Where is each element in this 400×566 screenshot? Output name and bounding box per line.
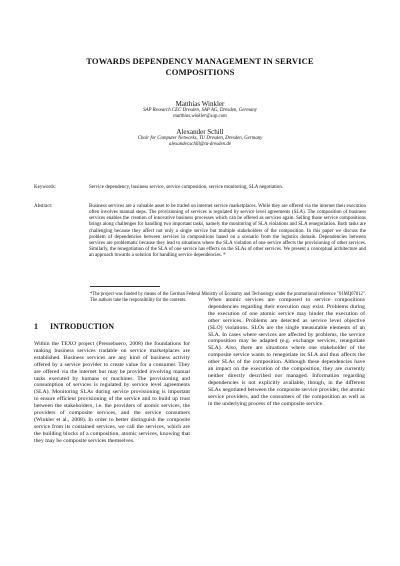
author-block-1 — [60, 100, 340, 121]
author-name: Alexander Schill — [176, 128, 224, 136]
keywords-text: Service dependency, business service, service composition, service monitoring, SLA negotiation. — [89, 185, 284, 190]
section-heading — [34, 322, 114, 332]
section-title: INTRODUCTION — [50, 322, 115, 331]
footnote-rule — [90, 286, 160, 287]
abstract-label: Abstract: — [34, 204, 53, 209]
author-affiliation: SAP Research CEC Dresden, SAP AG, Dresden, Germany — [143, 108, 257, 113]
title-line-2: COMPOSITIONS — [165, 67, 235, 77]
author-email: matthias.winkler@sap.com — [173, 114, 227, 120]
author-block-2 — [60, 128, 340, 149]
section-number: 1 — [34, 322, 38, 331]
paper-title — [50, 56, 350, 78]
intro-right-column: When atomic services are composed to service compositions dependencies regarding their execution may exist. Problems during the execution of one atomic service may hinder the execution of other services. Problems are detected as service level objective (SLO) violations. SLOs are the single measurable elements of an SLA. In cases where services are affected by problems, the service composition may be adapted (e.g. exchange services, renegotiate SLA). Also, there are situations where one stakeholder of the composite service wants to renegotiate its SLA and thus affects the other SLAs of the composition. Although these dependencies have an impact on the execution of the composition, they are currently neither directly described nor managed. Information regarding dependencies is not explicitly available, though, in the different SLAs negotiated between the composite service provider, the atomic service providers, and the consumers of the composition as well as in the underlying process of the composite service. — [208, 297, 365, 407]
author-name: Matthias Winkler — [175, 100, 225, 108]
author-email: alexander.schill@tu-dresden.de — [169, 142, 231, 148]
title-line-1: TOWARDS DEPENDENCY MANAGEMENT IN SERVICE — [86, 56, 314, 66]
abstract-text: Business services are a valuable asset to be traded on internet service marketplaces. While they are offered via the internet their execution often involves manual steps. The provisioning of services is regulated by service level agreements (SLA). The composition of business services enables the creation of innovative business processes which can be offered as services again. Selling those service compositions brings along challenges for handling two important tasks, namely the monitoring of SLA violations and SLA renegotiation. Both tasks are challenging because they affect not only a single service but multiple stakeholders of the composition. In this paper we discuss the problem of dependencies between services in compositions based on a scenario from the logistics domain. Dependencies between services are problematic because they lead to situations where the SLA violation of one service affects the provisioning of other services. Similarly, the renegotiation of the SLA of one service has effects on the SLAs of other services. We present a conceptual architecture and an approach towards a solution for handling service dependencies. * — [89, 204, 366, 259]
footnote: *The project was funded by means of the German Federal Ministry of Economy and Technology under the promotional reference "01MQ07012". The authors take the responsibility for the contents. — [90, 292, 366, 303]
keywords-label: Keywords: — [34, 185, 56, 190]
author-affiliation: Chair for Computer Networks, TU Dresden, Dresden, Germany — [137, 136, 263, 141]
intro-left-column: Within the TEXO project (Pressebuero, 2008) the foundations for making business services tradable on service marketplaces are established. Business services are any kind of business activity offered by a service provider to create value for a consumer. They are offered via the internet but may be provided involving manual tasks executed by humans or machines. The provisioning and consumption of services is regulated by service level agreements (SLA). Monitoring SLAs during service provisioning is important to ensure efficient provisioning of the service and to build up trust between the stakeholders, i.e. the providers of atomic services, the providers of composite services, and the service consumers (Winkler et al., 2008). In order to better distinguish the composite service from its contained services, we call the services, which are the building blocks of a composition, atomic services, knowing that they may be composite services themselves. — [34, 341, 190, 444]
